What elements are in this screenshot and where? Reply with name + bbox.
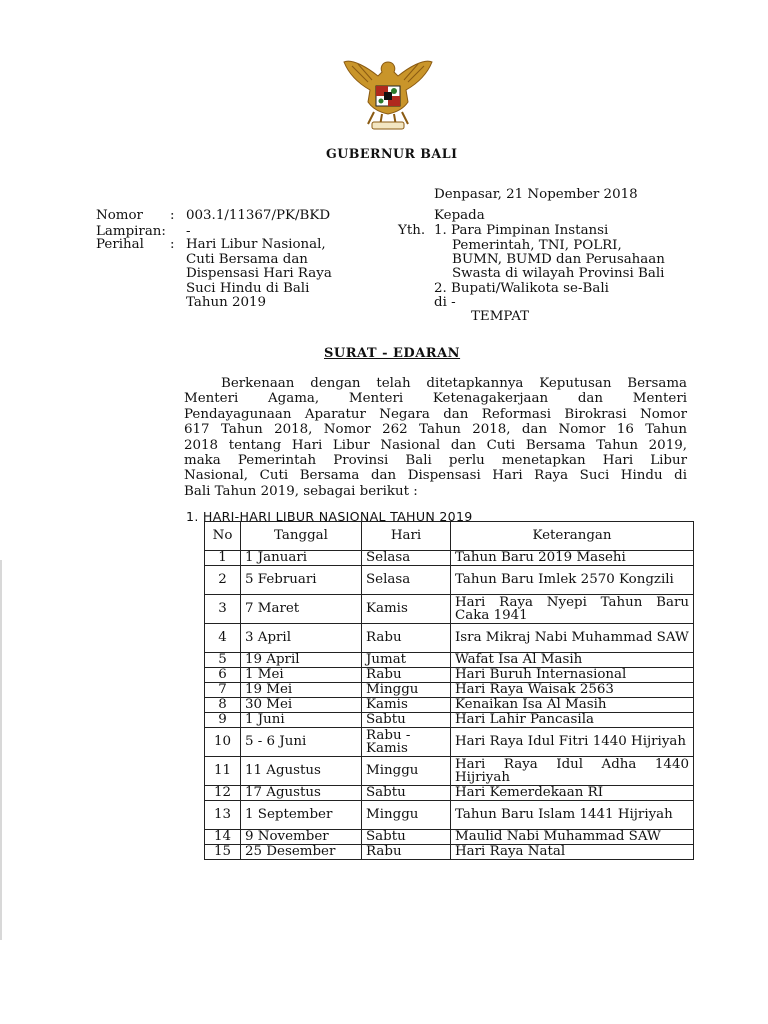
table-row <box>205 713 694 728</box>
row-day: Minggu <box>362 801 451 830</box>
di-label: di - <box>434 295 456 310</box>
table-row <box>205 845 694 860</box>
row-number: 3 <box>205 595 241 624</box>
row-number: 14 <box>205 830 241 845</box>
row-description: Hari Raya Natal <box>451 845 694 860</box>
row-number: 8 <box>205 698 241 713</box>
recipient-line: Swasta di wilayah Provinsi Bali <box>452 266 665 281</box>
row-number: 10 <box>205 728 241 757</box>
row-description: Hari Buruh Internasional <box>451 668 694 683</box>
body-line: Menteri Agama, Menteri Ketenagakerjaan dan Menteri <box>184 391 687 407</box>
row-date: 17 Agustus <box>241 786 362 801</box>
row-description: Maulid Nabi Muhammad SAW <box>451 830 694 845</box>
row-day: Sabtu <box>362 786 451 801</box>
issuer-title: GUBERNUR BALI <box>326 146 458 161</box>
row-day: Rabu <box>362 845 451 860</box>
document-title: SURAT - EDARAN <box>324 346 461 361</box>
row-number: 6 <box>205 668 241 683</box>
body-line: 617 Tahun 2018, Nomor 262 Tahun 2018, dan Nomor 16 Tahun <box>184 422 687 438</box>
row-description: Hari Raya Idul Fitri 1440 Hijriyah <box>451 728 694 757</box>
body-paragraph <box>184 376 687 499</box>
row-date: 1 Mei <box>241 668 362 683</box>
row-date: 5 Februari <box>241 566 362 595</box>
row-day: Kamis <box>362 698 451 713</box>
row-number: 7 <box>205 683 241 698</box>
row-day: Selasa <box>362 566 451 595</box>
section-heading: 1. HARI-HARI LIBUR NASIONAL TAHUN 2019 <box>186 509 473 524</box>
row-description: Hari Lahir Pancasila <box>451 713 694 728</box>
row-day: Rabu - Kamis <box>362 728 451 757</box>
row-day: Kamis <box>362 595 451 624</box>
row-number: 9 <box>205 713 241 728</box>
row-description: Kenaikan Isa Al Masih <box>451 698 694 713</box>
perihal-line: Cuti Bersama dan <box>186 252 308 267</box>
body-line: Berkenaan dengan telah ditetapkannya Keputusan Bersama <box>221 376 687 391</box>
table-row <box>205 728 694 757</box>
row-date: 5 - 6 Juni <box>241 728 362 757</box>
row-date: 9 November <box>241 830 362 845</box>
table-row <box>205 668 694 683</box>
row-description: Hari Raya Idul Adha 1440 Hijriyah <box>451 757 694 786</box>
row-number: 13 <box>205 801 241 830</box>
perihal-colon: : <box>170 237 175 252</box>
nomor-label: Nomor <box>96 208 143 223</box>
table-row <box>205 786 694 801</box>
table-row <box>205 624 694 653</box>
row-day: Jumat <box>362 653 451 668</box>
perihal-line: Tahun 2019 <box>186 295 267 310</box>
body-line: 2018 tentang Hari Libur Nasional dan Cuti Bersama Tahun 2019, <box>184 437 687 453</box>
row-date: 19 April <box>241 653 362 668</box>
row-description: Wafat Isa Al Masih <box>451 653 694 668</box>
row-description: Hari Raya Waisak 2563 <box>451 683 694 698</box>
perihal-line: Hari Libur Nasional, <box>186 237 326 252</box>
row-date: 11 Agustus <box>241 757 362 786</box>
place-date: Denpasar, 21 Nopember 2018 <box>434 187 638 202</box>
row-date: 25 Desember <box>241 845 362 860</box>
row-date: 19 Mei <box>241 683 362 698</box>
body-line: Bali Tahun 2019, sebagai berikut : <box>184 483 418 499</box>
lampiran-value: - <box>186 224 191 239</box>
table-row <box>205 698 694 713</box>
table-row <box>205 551 694 566</box>
row-description: Tahun Baru Imlek 2570 Kongzili <box>451 566 694 595</box>
row-day: Minggu <box>362 683 451 698</box>
recipient-line: Pemerintah, TNI, POLRI, <box>452 238 622 253</box>
nomor-colon: : <box>170 208 175 223</box>
recipient-line: 1. Para Pimpinan Instansi <box>434 223 609 238</box>
row-number: 11 <box>205 757 241 786</box>
recipient-line: 2. Bupati/Walikota se-Bali <box>434 281 609 296</box>
column-header: Tanggal <box>241 522 362 551</box>
row-number: 5 <box>205 653 241 668</box>
column-header: Keterangan <box>451 522 694 551</box>
row-day: Minggu <box>362 757 451 786</box>
table-row <box>205 757 694 786</box>
row-number: 12 <box>205 786 241 801</box>
lampiran-label: Lampiran: <box>96 224 166 239</box>
row-date: 7 Maret <box>241 595 362 624</box>
row-date: 1 Januari <box>241 551 362 566</box>
row-number: 15 <box>205 845 241 860</box>
row-number: 2 <box>205 566 241 595</box>
row-description: Tahun Baru 2019 Masehi <box>451 551 694 566</box>
table-row <box>205 566 694 595</box>
column-header: Hari <box>362 522 451 551</box>
perihal-label: Perihal <box>96 237 144 252</box>
scan-edge <box>0 560 2 940</box>
row-date: 1 Juni <box>241 713 362 728</box>
table-row <box>205 801 694 830</box>
table-row <box>205 683 694 698</box>
row-date: 30 Mei <box>241 698 362 713</box>
row-date: 1 September <box>241 801 362 830</box>
row-date: 3 April <box>241 624 362 653</box>
row-description: Hari Kemerdekaan RI <box>451 786 694 801</box>
perihal-line: Suci Hindu di Bali <box>186 281 310 296</box>
row-day: Rabu <box>362 624 451 653</box>
nomor-value: 003.1/11367/PK/BKD <box>186 208 331 223</box>
row-description: Hari Raya Nyepi Tahun Baru Caka 1941 <box>451 595 694 624</box>
row-day: Rabu <box>362 668 451 683</box>
row-description: Isra Mikraj Nabi Muhammad SAW <box>451 624 694 653</box>
row-day: Selasa <box>362 551 451 566</box>
row-day: Sabtu <box>362 830 451 845</box>
recipient-line: BUMN, BUMD dan Perusahaan <box>452 252 665 267</box>
column-header: No <box>205 522 241 551</box>
body-line: Nasional, Cuti Bersama dan Dispensasi Hari Raya Suci Hindu di <box>184 468 687 484</box>
tempat-label: TEMPAT <box>471 309 530 324</box>
body-line: Pendayagunaan Aparatur Negara dan Reformasi Birokrasi Nomor <box>184 406 687 422</box>
kepada-label: Kepada <box>434 208 485 223</box>
row-day: Sabtu <box>362 713 451 728</box>
body-line: maka Pemerintah Provinsi Bali perlu menetapkan Hari Libur <box>184 453 687 469</box>
table-row <box>205 653 694 668</box>
holiday-table <box>204 521 694 860</box>
table-row <box>205 830 694 845</box>
table-row <box>205 595 694 624</box>
table-header-row <box>205 522 694 551</box>
garuda-emblem-icon <box>338 52 438 134</box>
row-number: 1 <box>205 551 241 566</box>
row-description: Tahun Baru Islam 1441 Hijriyah <box>451 801 694 830</box>
yth-label: Yth. <box>398 223 426 238</box>
perihal-line: Dispensasi Hari Raya <box>186 266 332 281</box>
row-number: 4 <box>205 624 241 653</box>
